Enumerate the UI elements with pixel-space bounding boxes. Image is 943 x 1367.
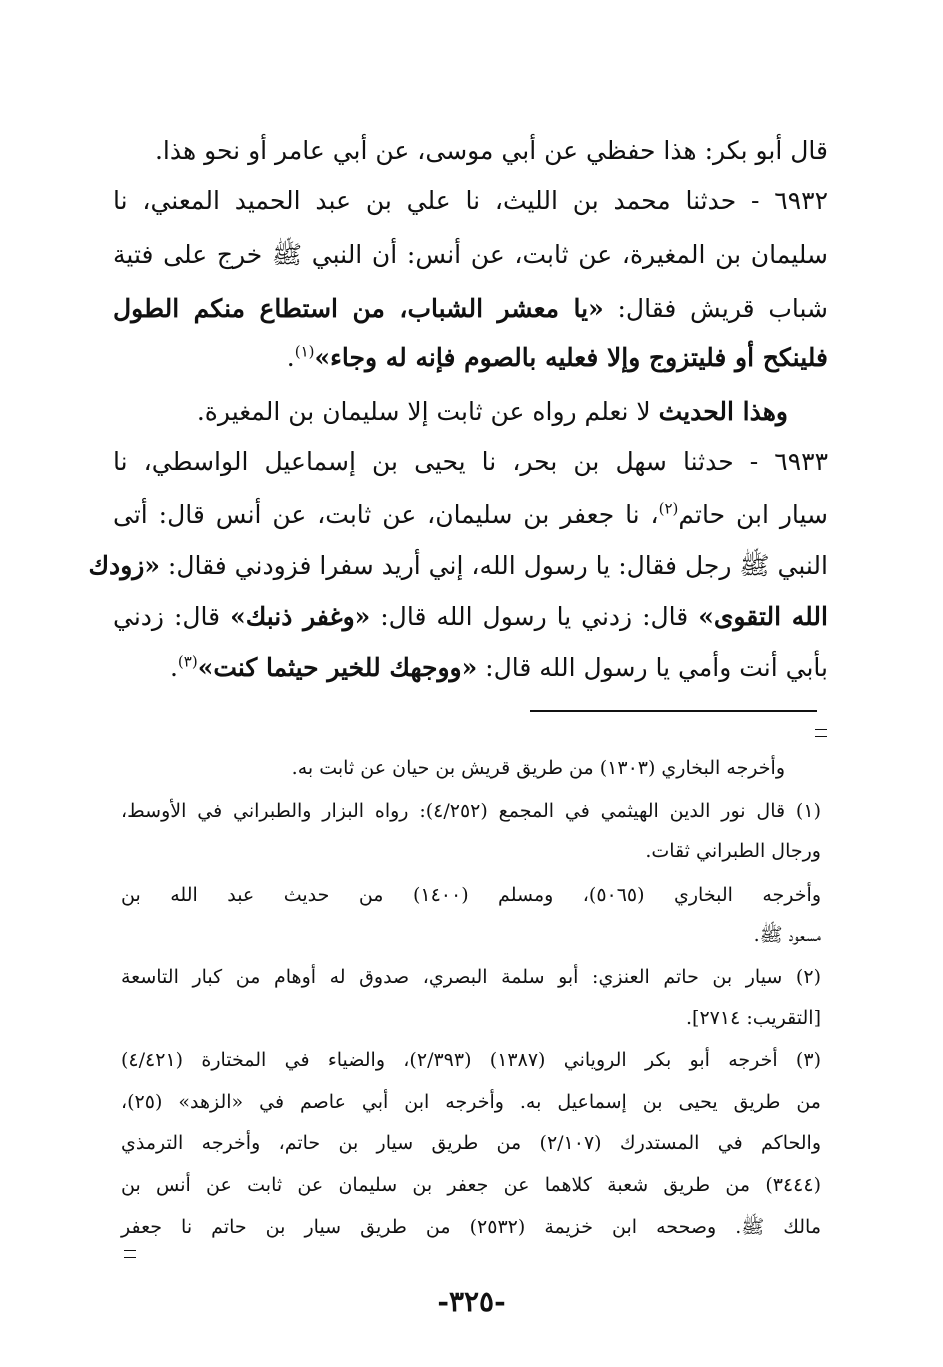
footnote-line-3 [121,836,821,866]
body-text: شباب قريش فقال: [603,294,828,323]
footnote-1: (١) قال نور الدين الهيثمي في المجمع (٤/٢٥٢): رواه البزار والطبراني في الأوسط، [121,800,821,822]
bold-phrase: وهذا الحديث [658,397,788,426]
footnote-line-12 [121,1212,821,1242]
body-text: لا نعلم رواه عن ثابت إلا سليمان بن المغيرة. [196,397,659,426]
body-text: قال أبو بكر: هذا حفظي عن أبي موسى، عن أبي عامر أو نحو هذا. [154,136,828,165]
footnote-line-8 [121,1045,821,1075]
continuation-mark [815,729,827,737]
footnote-line-4 [121,880,821,910]
body-line-8 [113,497,828,533]
footnote-separator [530,710,817,712]
body-text: قال: زدني [113,602,231,631]
footnote-text: والحاكم في المستدرك (٢/١٠٧) من طريق سيار بن حاتم، وأخرجه الترمذي [121,1132,821,1154]
footnote-ref-3[interactable]: (٣) [177,652,198,671]
hadith-quote: فلينكح أو فليتزوج وإلا فعليه بالصوم فإنه له وجاء» [314,343,828,372]
hadith-quote: «يا معشر الشباب، من استطاع منكم الطول [113,294,604,323]
body-line-5 [113,340,828,376]
footnote-line-1 [121,753,821,783]
footnote-line-6 [121,962,821,992]
footnote-text: وأخرجه البخاري (٥٠٦٥)، ومسلم (١٤٠٠) من حديث عبد الله بن [121,884,821,906]
body-text: . [169,653,178,682]
body-line-9 [88,548,828,584]
body-text: سليمان بن المغيرة، عن ثابت، عن أنس: أن النبي ﷺ خرج على فتية [113,240,828,269]
footnote-text: [التقريب: ٢٧١٤]. [686,1007,821,1029]
footnote-line-10 [121,1128,821,1158]
footnote-2: (٢) سيار بن حاتم العنزي: أبو سلمة البصري، صدوق له أوهام من كبار التاسعة [121,966,821,988]
body-line-1 [113,133,828,169]
footnote-line-11 [121,1170,821,1200]
footnote-line-7 [121,1003,821,1033]
footnote-text: من طريق يحيى بن إسماعيل به. وأخرجه ابن أبي عاصم في «الزهد» (٢٥)، [121,1091,821,1113]
body-line-7 [113,444,828,480]
footnote-line-9 [121,1087,821,1117]
body-line-4 [113,291,828,327]
body-line-11 [113,650,828,686]
hadith-quote: «ووجهك للخير حيثما كنت» [197,653,478,682]
page-number: -٣٢٥- [437,1285,506,1318]
footnote-text: مسعود ﷺ. [753,924,821,946]
footnote-text: (٣٤٤٤) من طريق شعبة كلاهما عن جعفر بن سليمان عن ثابت عن أنس بن [121,1174,821,1196]
body-text: ، نا جعفر بن سليمان، عن ثابت، عن أنس قال: أتى [113,500,659,529]
hadith-quote: «زودك [88,551,160,580]
footnote-line-2 [121,796,821,826]
body-line-6 [113,394,828,430]
footnote-line-5 [121,920,821,950]
continuation-mark [124,1250,136,1258]
body-line-10 [113,599,828,635]
footnote-ref-2[interactable]: (٢) [658,499,679,518]
hadith-6932-start: ٦٩٣٢ - حدثنا محمد بن الليث، نا علي بن عبد الحميد المعني، نا [113,186,828,215]
body-text: النبي ﷺ رجل فقال: يا رسول الله، إني أريد سفرا فزودني فقال: [159,551,828,580]
body-text: . [286,343,295,372]
hadith-quote: الله التقوى» [698,602,828,631]
hadith-quote: «وغفر ذنبك» [230,602,371,631]
footnote-text: ورجال الطبراني ثقات. [645,840,821,862]
body-text: قال: زدني يا رسول الله قال: [370,602,699,631]
footnote-text: مالك ﷺ. وصححه ابن خزيمة (٢٥٣٢) من طريق سيار بن حاتم نا جعفر [121,1216,821,1238]
body-text: بأبي أنت وأمي يا رسول الله قال: [477,653,828,682]
body-text: سيار ابن حاتم [678,500,828,529]
body-line-2 [113,183,828,219]
footnote-text: وأخرجه البخاري (١٣٠٣) من طريق قريش بن حيان عن ثابت به. [291,757,785,779]
hadith-6933-start: ٦٩٣٣ - حدثنا سهل بن بحر، نا يحيى بن إسماعيل الواسطي، نا [113,447,828,476]
footnote-ref-1[interactable]: (١) [294,342,315,361]
body-line-3 [113,237,828,273]
footnote-3: (٣) أخرجه أبو بكر الروياني (١٣٨٧) (٢/٣٩٣)، والضياء في المختارة (٤/٤٢١) [121,1049,821,1071]
